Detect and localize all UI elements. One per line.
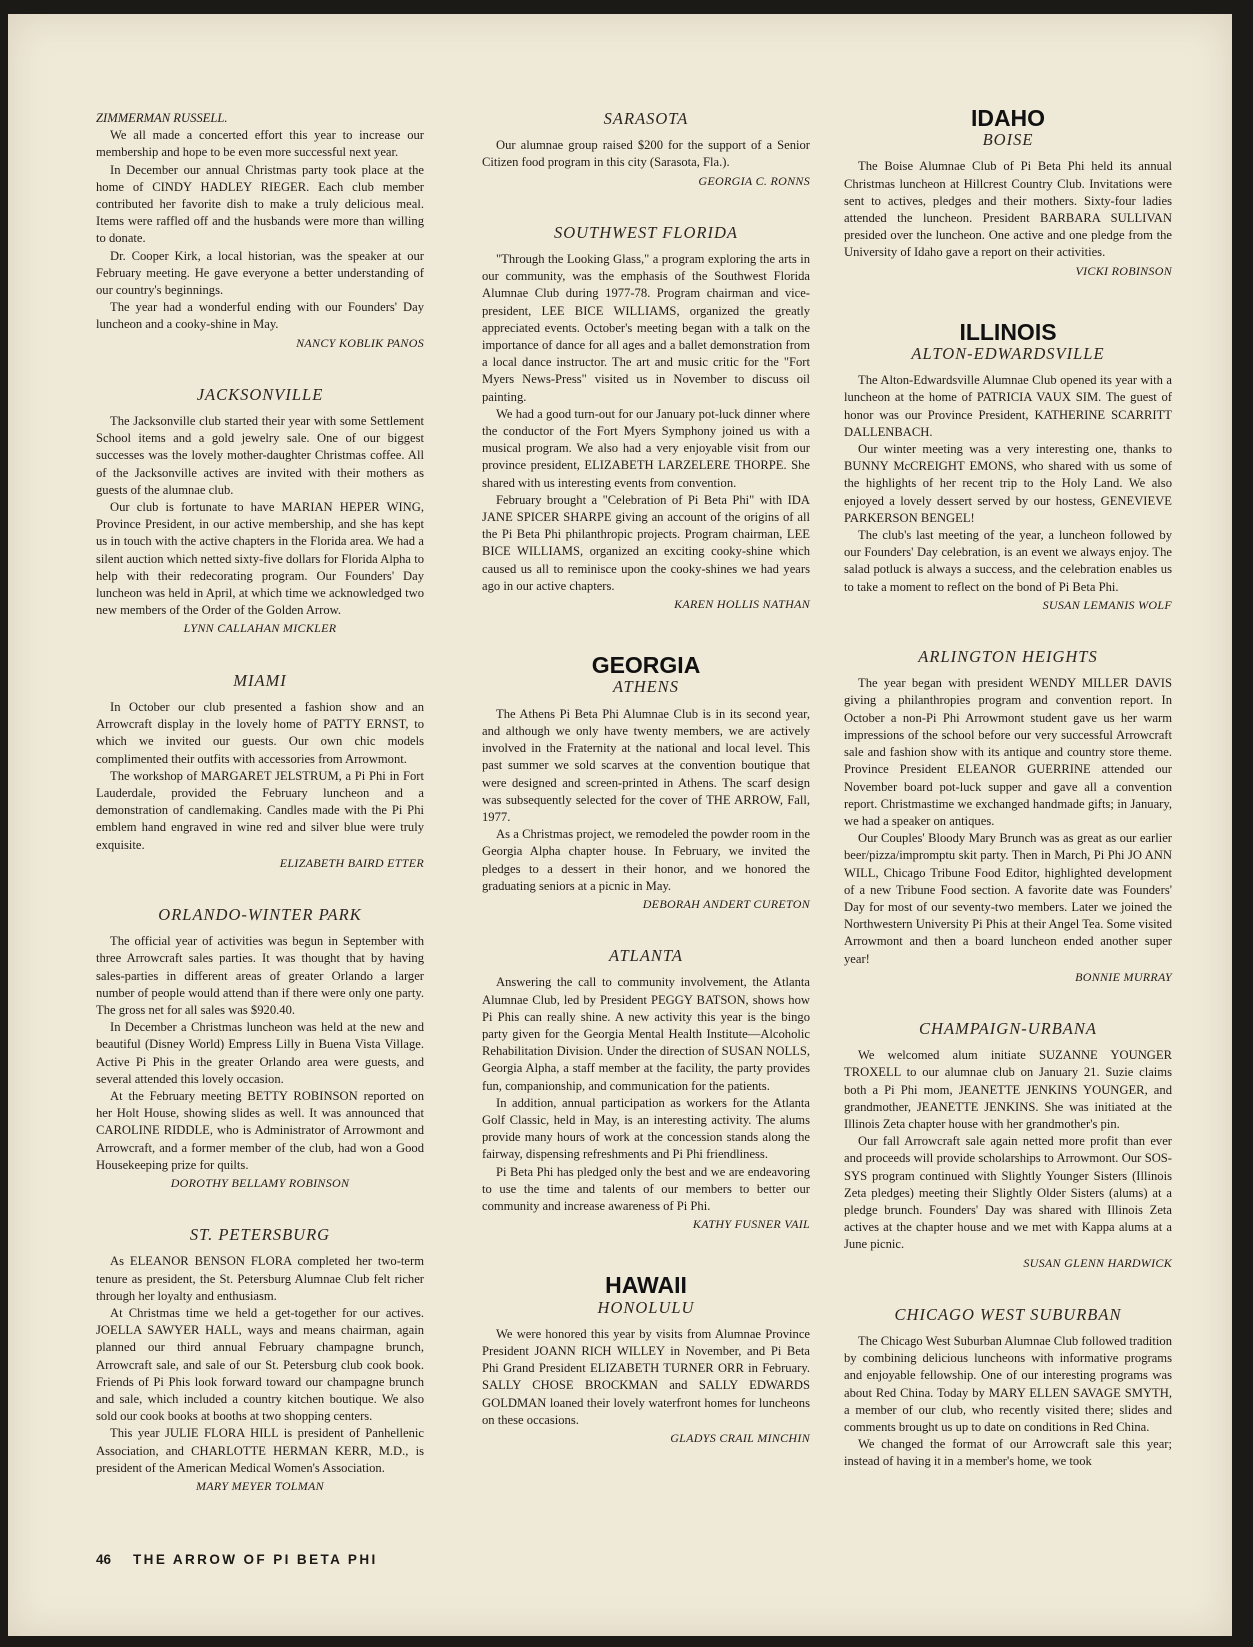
section-heading-chicago-west-suburban: CHICAGO WEST SUBURBAN bbox=[894, 1304, 1122, 1324]
author-signature: GLADYS CRAIL MINCHIN bbox=[670, 1431, 810, 1445]
state-heading-hawaii: HAWAII bbox=[605, 1272, 687, 1299]
paragraph: The year had a wonderful ending with our Founders' Day luncheon and a cooky-shine in May. bbox=[96, 300, 424, 332]
paragraph: We all made a concerted effort this year to increase our membership and hope to be even more successful next year. bbox=[96, 128, 424, 160]
paragraph: February brought a "Celebration of Pi Beta Phi" with IDA JANE SPICER SHARPE giving an account of the origins of all the Pi Beta Phi philanthropic projects. Program chairman, LEE BICE WILLIAMS, organized an exciting cooky-shine which caused us all to reminisce upon the cooky-shines we had years ago in our active chapters. bbox=[482, 492, 810, 593]
section-heading-boise: BOISE bbox=[982, 130, 1034, 150]
author-signature: NANCY KOBLIK PANOS bbox=[296, 335, 424, 350]
author-signature: SUSAN GLENN HARDWICK bbox=[1023, 1255, 1172, 1270]
paragraph: We changed the format of our Arrowcraft sale this year; instead of having it in a member's home, we took bbox=[844, 1437, 1172, 1469]
author-signature: ELIZABETH BAIRD ETTER bbox=[279, 855, 424, 870]
paragraph: As a Christmas project, we remodeled the powder room in the Georgia Alpha chapter house. In February, we invited the pledges to a dessert in their honor, and we honored the graduating seniors at a picnic in May. bbox=[482, 827, 810, 893]
paragraph: In December our annual Christmas party took place at the home of CINDY HADLEY RIEGER. Each club member contributed her favorite dish to make a truly delicious meal. Items were raffled off and the husbands were more than willing to donate. bbox=[96, 162, 424, 246]
paragraph: Our fall Arrowcraft sale again netted more profit than ever and proceeds will provide scholarships to Arrowmont. Our SOS-SYS program continued with Slightly Younger Sisters (Illinois Zeta pledges) meeting their Slightly Older Sisters (alums) at a pledge brunch. Founders' Day was shared with Illinois Zeta actives at the chapter house and we met with Kappa alums at a June picnic. bbox=[844, 1134, 1172, 1252]
column-3 bbox=[844, 105, 1172, 1471]
author-signature: DEBORAH ANDERT CURETON bbox=[642, 896, 810, 911]
section-heading-st-petersburg: ST. PETERSBURG bbox=[189, 1225, 331, 1245]
section-heading-southwest-florida: SOUTHWEST FLORIDA bbox=[554, 222, 738, 242]
column-1 bbox=[96, 110, 424, 1495]
author-signature: MARY MEYER TOLMAN bbox=[195, 1479, 324, 1494]
paragraph: The Jacksonville club started their year with some Settlement School items and a gold jewelry sale. One of our biggest successes was the lovely mother-daughter Christmas coffee. All of the Jacksonville actives are invited with their mothers as guests of the alumnae club. bbox=[96, 414, 424, 497]
paragraph: We had a good turn-out for our January pot-luck dinner where the conductor of the Fort Myers Symphony joined us with a musical program. We also had a very enjoyable visit from our province president, ELIZABETH LARZELERE THORPE. She shared with us interesting events from convention. bbox=[482, 406, 810, 490]
section-heading-sarasota: SARASOTA bbox=[603, 109, 689, 128]
column-2 bbox=[482, 110, 810, 1447]
paragraph: In addition, annual participation as workers for the Atlanta Golf Classic, held in May, is an interesting activity. The alums provide many hours of work at the concession stands along the fairway, dispensing refreshments and Pi Phi friendliness. bbox=[482, 1095, 810, 1162]
paragraph: The workshop of MARGARET JELSTRUM, a Pi Phi in Fort Lauderdale, provided the February luncheon and a demonstration of candlemaking. Candles made with the Pi Phi emblem hand engraved in wine red and silver blue were truly exquisite. bbox=[96, 768, 424, 852]
state-heading-illinois: ILLINOIS bbox=[959, 318, 1057, 345]
paragraph: The Chicago West Suburban Alumnae Club followed tradition by combining delicious luncheons with informative programs and enjoyable fellowship. One of our interesting programs was about Red China. Today by MARY ELLEN SAVAGE SMYTH, a member of our club, who recently visited there; slides and comments brought us up to date on conditions in Red China. bbox=[844, 1333, 1172, 1434]
section-heading-alton-edwardsville: ALTON-EDWARDSVILLE bbox=[911, 344, 1105, 364]
paragraph: Our winter meeting was a very interesting one, thanks to BUNNY McCREIGHT EMONS, who shared with us some of the highlights of her recent trip to the Holy Land. We also enjoyed a lovely dessert served by our hostess, GENEVIEVE PARKERSON BENGEL! bbox=[844, 442, 1172, 525]
author-signature: SUSAN LEMANIS WOLF bbox=[1042, 597, 1172, 612]
paragraph: We were honored this year by visits from Alumnae Province President JOANN RICH WILLEY in November, and Pi Beta Phi Grand President ELIZABETH TURNER ORR in February. SALLY CHOSE BROCKMAN and SALLY EDWARDS GOLDMAN loaned their lovely waterfront homes for luncheons on these occasions. bbox=[482, 1326, 810, 1427]
section-heading-honolulu: HONOLULU bbox=[597, 1297, 695, 1317]
paragraph: The official year of activities was begun in September with three Arrowcraft sales parties. It was thought that by having sales-parties in different areas of greater Orlando a larger number of people would attend than if there were only one party. The gross net for all sales was $920.40. bbox=[96, 934, 424, 1017]
section-heading-atlanta: ATLANTA bbox=[609, 946, 683, 966]
paragraph: "Through the Looking Glass," a program exploring the arts in our community, was the emphasis of the Southwest Florida Alumnae Club during 1977-78. Program chairman and vice-president, LEE BICE WILLIAMS, organized the greatly appreciated events. October's meeting began with a talk on the importance of dance for all ages and a ballet demonstration from a local dance instructor. The art and music critic for the "Fort Myers News-Press" visited us in November to discuss oil painting. bbox=[482, 252, 810, 404]
paragraph: As ELEANOR BENSON FLORA completed her two-term tenure as president, the St. Petersburg Alumnae Club felt richer through her loyalty and enthusiasm. bbox=[96, 1254, 424, 1303]
paragraph: At the February meeting BETTY ROBINSON reported on her Holt House, showing slides as well. It was announced that CAROLINE RIDDLE, who is Administrator of Arrowmont and Arrowcraft, and a former member of the club, had won a Good Housekeeping prize for quilts. bbox=[96, 1088, 424, 1172]
author-signature: BONNIE MURRAY bbox=[1075, 969, 1172, 984]
paragraph: In December a Christmas luncheon was held at the new and beautiful (Disney World) Empress Lilly in Buena Vista Village. Active Pi Phis in the greater Orlando area were guests, and several attended this lovely occasion. bbox=[96, 1020, 424, 1086]
paragraph: This year JULIE FLORA HILL is president of Panhellenic Association, and CHARLOTTE HERMAN KERR, M.D., is president of the American Medical Women's Association. bbox=[96, 1426, 424, 1475]
author-signature: KAREN HOLLIS NATHAN bbox=[674, 597, 810, 612]
author-signature: VICKI ROBINSON bbox=[1075, 263, 1172, 278]
publication-title: THE ARROW OF PI BETA PHI bbox=[133, 1552, 378, 1567]
author-signature: LYNN CALLAHAN MICKLER bbox=[183, 621, 337, 636]
state-heading-idaho: IDAHO bbox=[970, 105, 1046, 131]
author-signature: KATHY FUSNER VAIL bbox=[692, 1217, 810, 1232]
section-heading-orlando: ORLANDO-WINTER PARK bbox=[158, 904, 362, 924]
paragraph: Our alumnae group raised $200 for the support of a Senior Citizen food program in this city (Sarasota, Fla.). bbox=[482, 138, 810, 170]
paragraph: Dr. Cooper Kirk, a local historian, was the speaker at our February meeting. He gave everyone a better understanding of our country's beginnings. bbox=[96, 248, 424, 298]
magazine-page bbox=[8, 14, 1232, 1636]
state-heading-georgia: GEORGIA bbox=[591, 652, 701, 679]
paragraph: At Christmas time we held a get-together for our actives. JOELLA SAWYER HALL, ways and means chairman, again planned our third annual February champagne brunch, Arrowcraft sale, and sale of our St. Petersburg club cook book. Friends of Pi Phis look forward toward our champagne brunch and sale, which included a country kitchen boutique. We also sold our cook books at booths at two shopping centers. bbox=[96, 1305, 424, 1424]
section-heading-jacksonville: JACKSONVILLE bbox=[196, 384, 324, 404]
paragraph: We welcomed alum initiate SUZANNE YOUNGER TROXELL to our alumnae club on January 21. Suzie claims both a Pi Phi mom, JEANETTE JENKINS YOUNGER, and grandmother, JEANETTE JENKINS. She was initiated at the Illinois Zeta chapter house with her grandmother's pin. bbox=[844, 1048, 1172, 1131]
section-heading-arlington-heights: ARLINGTON HEIGHTS bbox=[918, 647, 1098, 667]
section-heading-athens: ATHENS bbox=[613, 677, 679, 697]
paragraph: The club's last meeting of the year, a luncheon followed by our Founders' Day celebration, is an event we always enjoy. The salad potluck is always a success, and the celebration enables us to take a moment to reflect on the bond of Pi Beta Phi. bbox=[844, 528, 1172, 594]
paragraph: In October our club presented a fashion show and an Arrowcraft display in the lovely home of PATTY ERNST, to which we invited our guests. Our own chic models complimented their outfits with accessories from Arrowmont. bbox=[96, 699, 424, 766]
paragraph: The Alton-Edwardsville Alumnae Club opened its year with a luncheon at the home of PATRICIA VAUX SIM. The guest of honor was our Province President, KATHERINE SCARRITT DALLENBACH. bbox=[844, 373, 1172, 439]
paragraph: Our club is fortunate to have MARIAN HEPER WING, Province President, in our active membership, and she has kept us in touch with the active chapters in the Florida area. We had a silent auction which netted sixty-five dollars for Florida Alpha to help with their redecorating program. Our Founders' Day luncheon was held in April, at which time we acknowledged two new members of the Order of the Golden Arrow. bbox=[96, 500, 424, 618]
page-footer bbox=[96, 1552, 378, 1567]
paragraph: The year began with president WENDY MILLER DAVIS giving a philanthropies program and convention report. In October a non-Pi Phi Arrowmont student gave us her warm impressions of the school before our very successful Arrowcraft sale and fashion show with its antique and country store theme. Province President ELEANOR GUERRINE attended our November board pot-luck supper and gave all a convention report. Christmastime we exchanged handmade gifts; in January, we had a speaker on antiques. bbox=[844, 676, 1172, 828]
section-heading-champaign-urbana: CHAMPAIGN-URBANA bbox=[919, 1018, 1097, 1038]
paragraph: Our Couples' Bloody Mary Brunch was as great as our earlier beer/pizza/impromptu skit party. Then in March, Pi Phi JO ANN WILL, Chicago Tribune Food Editor, highlighted development of a new Tribune Food section. A favorite date was Founders' Day for most of our seventy-two members. Later we joined the Northwestern University Pi Phis at their Angel Tea. Some visited Arrowmont and then a board luncheon ended another super year! bbox=[844, 831, 1172, 966]
continued-signature: ZIMMERMAN RUSSELL. bbox=[96, 111, 228, 125]
paragraph: The Athens Pi Beta Phi Alumnae Club is in its second year, and although we only have twenty members, we are actively involved in the Fraternity at the national and local level. This past summer we sold scarves at the convention boutique that were designed and screen-printed in Athens. The scarf design was subsequently selected for the cover of THE ARROW, Fall, 1977. bbox=[482, 706, 810, 824]
paragraph: The Boise Alumnae Club of Pi Beta Phi held its annual Christmas luncheon at Hillcrest Country Club. Invitations were sent to actives, pledges and their mothers. Sixty-four ladies attended the luncheon. President BARBARA SULLIVAN presided over the luncheon. One active and one pledge from the University of Idaho gave a report on their activities. bbox=[844, 159, 1172, 260]
author-signature: GEORGIA C. RONNS bbox=[698, 173, 810, 188]
author-signature: DOROTHY BELLAMY ROBINSON bbox=[170, 1175, 350, 1190]
section-heading-miami: MIAMI bbox=[233, 670, 287, 690]
paragraph: Pi Beta Phi has pledged only the best and we are endeavoring to use the time and talents of our members to better our community and increase awareness of Pi Phi. bbox=[482, 1164, 810, 1213]
page-number: 46 bbox=[96, 1552, 112, 1567]
paragraph: Answering the call to community involvement, the Atlanta Alumnae Club, led by President PEGGY BATSON, shows how Pi Phis can really shine. A new activity this year is the bingo party given for the Georgia Mental Health Institute—Alcoholic Rehabilitation Division. Under the direction of SUSAN NOLLS, Georgia Alpha, a staff member at the facility, the party provides fun, companionship, and communication for the patients. bbox=[482, 975, 810, 1093]
